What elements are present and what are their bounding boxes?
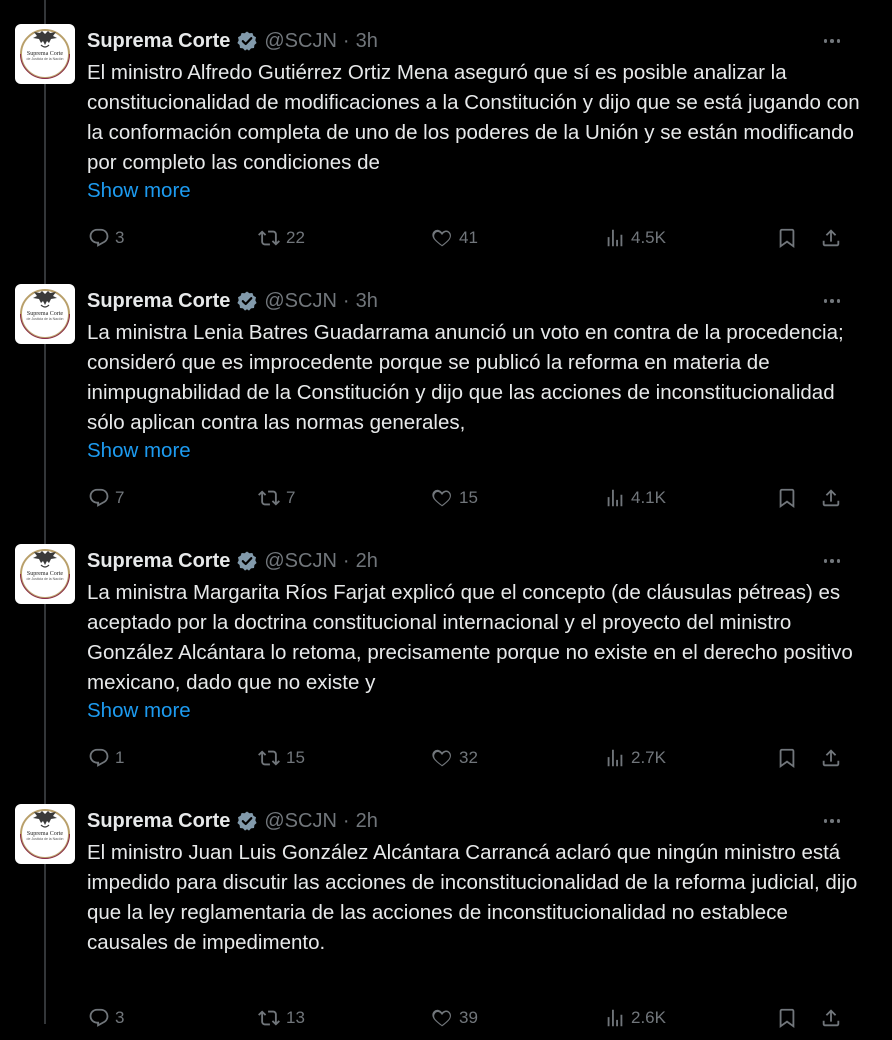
reply-icon [88,487,110,509]
repost-count: 13 [286,1008,305,1027]
bookmark-icon [776,487,798,509]
repost-icon [257,747,281,769]
tweet-1[interactable] [0,0,892,260]
repost-icon [257,227,281,249]
like-count: 39 [459,1008,478,1027]
logo-title: Suprema Corte [26,51,64,57]
author-name[interactable]: Suprema Corte [87,549,231,572]
repost-icon [257,1007,281,1029]
show-more-link[interactable]: Show more [87,439,191,462]
views-icon [604,1007,626,1029]
like-count: 32 [459,748,478,767]
like-count: 15 [459,488,478,507]
bookmark-icon [776,227,798,249]
logo-subtitle: de Justicia de la Nación [26,57,64,61]
separator: · [342,289,350,312]
views-button[interactable] [604,481,666,515]
repost-count: 22 [286,228,305,247]
separator: · [342,549,350,572]
timestamp[interactable]: 3h [355,289,378,312]
reply-count: 3 [115,1008,125,1027]
tweet-header [87,546,378,576]
repost-count: 15 [286,748,305,767]
heart-icon [430,227,454,249]
timestamp[interactable]: 2h [355,809,378,832]
logo-title: Suprema Corte [26,831,64,837]
tweet-text: La ministra Margarita Ríos Farjat explicó que el concepto (de cláusulas pétreas) es aceptado por la doctrina constitucional internacional y el proyecto del ministro González Alcántara lo retoma, precisamente porque no existe en el derecho positivo mexicano, dado que no existe y [87,581,853,694]
reply-icon [88,747,110,769]
reply-count: 7 [115,488,125,507]
more-options-button[interactable] [818,34,846,48]
share-button[interactable] [820,221,842,255]
tweet-text: El ministro Juan Luis González Alcántara Carrancá aclaró que ningún ministro está impedido para discutir las acciones de inconstitucionalidad de la reforma judicial, dijo que la ley reglamentaria de las acciones de inconstitucionalidad no establece causales de impedimento. [87,841,858,954]
logo-subtitle: de Justicia de la Nación [26,837,64,841]
tweet-4[interactable] [0,780,892,1040]
views-button[interactable] [604,1001,666,1035]
views-count: 2.6K [631,1008,666,1027]
author-handle[interactable]: @SCJN [264,549,337,572]
like-button[interactable] [430,1001,478,1035]
tweet-actions [0,481,892,515]
bookmark-icon [776,747,798,769]
reply-count: 1 [115,748,125,767]
repost-count: 7 [286,488,296,507]
views-button[interactable] [604,221,666,255]
author-handle[interactable]: @SCJN [264,289,337,312]
heart-icon [430,1007,454,1029]
share-button[interactable] [820,741,842,775]
tweet-text: El ministro Alfredo Gutiérrez Ortiz Mena aseguró que sí es posible analizar la constitucionalidad de modificaciones a la Constitución y dijo que se está jugando con la conformación completa de uno de los poderes de la Unión y se están modificando por completo las condiciones de [87,61,860,174]
share-button[interactable] [820,1001,842,1035]
separator: · [342,809,350,832]
bookmark-button[interactable] [776,741,798,775]
show-more-link[interactable]: Show more [87,179,191,202]
eagle-logo-icon [32,550,58,570]
share-icon [820,487,842,509]
show-more-link[interactable]: Show more [87,699,191,722]
views-count: 2.7K [631,748,666,767]
logo-title: Suprema Corte [26,571,64,577]
tweet-2[interactable] [0,260,892,520]
share-button[interactable] [820,481,842,515]
separator: · [342,29,350,52]
repost-icon [257,487,281,509]
like-count: 41 [459,228,478,247]
author-name[interactable]: Suprema Corte [87,29,231,52]
repost-button[interactable] [257,481,295,515]
views-icon [604,227,626,249]
like-button[interactable] [430,741,478,775]
share-icon [820,747,842,769]
reply-button[interactable] [88,1001,124,1035]
more-options-button[interactable] [818,294,846,308]
like-button[interactable] [430,481,478,515]
views-count: 4.5K [631,228,666,247]
logo-subtitle: de Justicia de la Nación [26,577,64,581]
reply-icon [88,227,110,249]
views-icon [604,487,626,509]
reply-button[interactable] [88,741,124,775]
reply-button[interactable] [88,221,124,255]
views-button[interactable] [604,741,666,775]
repost-button[interactable] [257,1001,305,1035]
heart-icon [430,487,454,509]
more-options-button[interactable] [818,814,846,828]
tweet-3[interactable] [0,520,892,780]
author-handle[interactable]: @SCJN [264,809,337,832]
more-icon [824,299,828,303]
more-icon [824,559,828,563]
share-icon [820,1007,842,1029]
reply-button[interactable] [88,481,124,515]
tweet-header [87,806,378,836]
eagle-logo-icon [32,290,58,310]
tweet-text: La ministra Lenia Batres Guadarrama anunció un voto en contra de la procedencia; consideró que es improcedente porque se publicó la reforma en materia de inimpugnabilidad de la Constitución y dijo que las acciones de inconstitucionalidad sólo aplican contra las normas generales, [87,321,844,434]
reply-icon [88,1007,110,1029]
more-options-button[interactable] [818,554,846,568]
tweet-header [87,26,378,56]
bookmark-icon [776,1007,798,1029]
more-icon [824,39,828,43]
verified-badge-icon[interactable] [236,290,258,312]
author-handle[interactable]: @SCJN [264,29,337,52]
verified-badge-icon[interactable] [236,810,258,832]
verified-badge-icon[interactable] [236,550,258,572]
tweet-actions [0,741,892,775]
heart-icon [430,747,454,769]
share-icon [820,227,842,249]
views-count: 4.1K [631,488,666,507]
avatar[interactable] [15,24,75,84]
timestamp[interactable]: 3h [355,29,378,52]
more-icon [824,819,828,823]
verified-badge-icon[interactable] [236,30,258,52]
repost-button[interactable] [257,221,305,255]
views-icon [604,747,626,769]
timestamp[interactable]: 2h [355,549,378,572]
bookmark-button[interactable] [776,481,798,515]
bookmark-button[interactable] [776,1001,798,1035]
logo-title: Suprema Corte [26,311,64,317]
bookmark-button[interactable] [776,221,798,255]
avatar[interactable] [15,544,75,604]
eagle-logo-icon [32,30,58,50]
avatar[interactable] [15,284,75,344]
reply-count: 3 [115,228,125,247]
like-button[interactable] [430,221,478,255]
tweet-actions [0,221,892,255]
eagle-logo-icon [32,810,58,830]
repost-button[interactable] [257,741,305,775]
tweet-header [87,286,378,316]
author-name[interactable]: Suprema Corte [87,289,231,312]
author-name[interactable]: Suprema Corte [87,809,231,832]
tweet-actions [0,1001,892,1035]
logo-subtitle: de Justicia de la Nación [26,317,64,321]
avatar[interactable] [15,804,75,864]
